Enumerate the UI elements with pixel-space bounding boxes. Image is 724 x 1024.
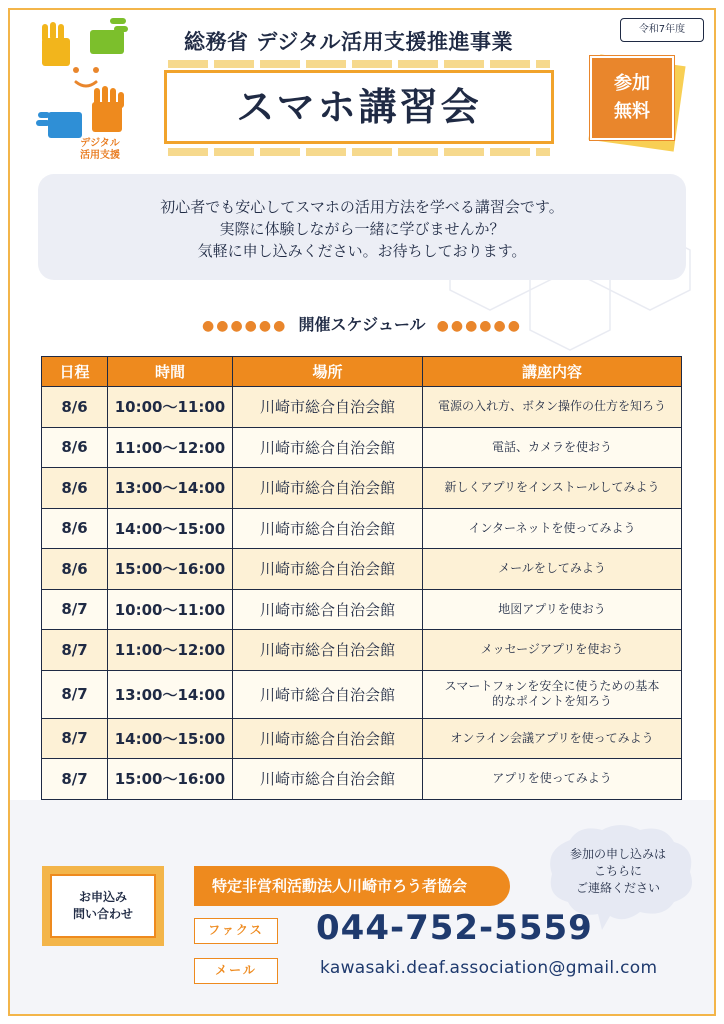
intro-line1: 初心者でも安心してスマホの活用方法を学べる講習会です。 <box>160 198 564 216</box>
column-header-date: 日程 <box>42 357 108 387</box>
logo-caption-line1: デジタル <box>80 138 120 149</box>
free-badge-line1: 参加 <box>614 73 650 94</box>
row-topic: メッセージアプリを使おう <box>423 630 682 671</box>
row-time: 14:00～15:00 <box>108 718 233 759</box>
row-time: 15:00～16:00 <box>108 759 233 800</box>
intro-line2: 実際に体験しながら一緒に学びませんか？ <box>219 220 505 238</box>
row-time: 13:00～14:00 <box>108 468 233 509</box>
column-header-place: 場所 <box>233 357 423 387</box>
row-topic: 地図アプリを使おう <box>423 589 682 630</box>
row-date: 8/7 <box>42 718 108 759</box>
intro-box <box>38 174 686 280</box>
row-place: 川崎市総合自治会館 <box>233 508 423 549</box>
row-topic-line1: スマートフォンを安全に使うための基本 <box>444 679 660 693</box>
row-date: 8/7 <box>42 759 108 800</box>
free-badge-line2: 無料 <box>614 101 650 122</box>
table-row <box>42 508 682 549</box>
bubble-line1: 参加の申し込みは <box>569 847 666 861</box>
row-date: 8/6 <box>42 387 108 428</box>
table-row <box>42 427 682 468</box>
column-header-topic: 講座内容 <box>423 357 682 387</box>
row-topic: オンライン会議アプリを使ってみよう <box>423 718 682 759</box>
table-row <box>42 670 682 718</box>
row-time: 13:00～14:00 <box>108 670 233 718</box>
column-header-time: 時間 <box>108 357 233 387</box>
table-row <box>42 549 682 590</box>
orange-hand-icon <box>92 86 124 132</box>
email-label: メール <box>194 958 278 984</box>
ministry-heading: 総務省 デジタル活用支援推進事業 <box>184 30 514 54</box>
row-time: 10:00～11:00 <box>108 387 233 428</box>
row-topic <box>423 670 682 718</box>
row-time: 11:00～12:00 <box>108 630 233 671</box>
row-date: 8/6 <box>42 427 108 468</box>
title-stripe-top <box>168 60 550 68</box>
blue-hand-icon <box>36 112 82 138</box>
row-date: 8/6 <box>42 549 108 590</box>
table-row <box>42 759 682 800</box>
row-place: 川崎市総合自治会館 <box>233 759 423 800</box>
yellow-hand-icon <box>42 22 70 66</box>
speech-bubble-text <box>548 846 688 897</box>
row-date: 8/7 <box>42 630 108 671</box>
organization-name: 特定非営利活動法人川崎市ろう者協会 <box>194 866 510 906</box>
page-title: スマホ講習会 <box>236 85 482 129</box>
apply-label <box>50 874 156 938</box>
table-header-row <box>42 357 682 387</box>
apply-line2: 問い合わせ <box>72 907 133 921</box>
table-row <box>42 468 682 509</box>
schedule-title: 開催スケジュール <box>298 315 426 334</box>
schedule-heading <box>0 312 724 335</box>
row-place: 川崎市総合自治会館 <box>233 718 423 759</box>
schedule-table <box>41 356 682 800</box>
green-hand-icon <box>90 18 128 54</box>
title-stripe-bottom <box>168 148 550 156</box>
row-place: 川崎市総合自治会館 <box>233 387 423 428</box>
row-topic: インターネットを使ってみよう <box>423 508 682 549</box>
row-place: 川崎市総合自治会館 <box>233 630 423 671</box>
row-place: 川崎市総合自治会館 <box>233 549 423 590</box>
intro-line3: 気軽に申し込みください。お待ちしております。 <box>197 242 527 260</box>
row-time: 15:00～16:00 <box>108 549 233 590</box>
table-row <box>42 718 682 759</box>
row-date: 8/6 <box>42 508 108 549</box>
row-time: 11:00～12:00 <box>108 427 233 468</box>
row-topic: メールをしてみよう <box>423 549 682 590</box>
row-time: 14:00～15:00 <box>108 508 233 549</box>
row-topic: 新しくアプリをインストールしてみよう <box>423 468 682 509</box>
table-row <box>42 589 682 630</box>
bubble-line3: ご連絡ください <box>575 881 660 895</box>
row-place: 川崎市総合自治会館 <box>233 468 423 509</box>
dots-left-icon: ●●●●●● <box>202 318 288 334</box>
row-date: 8/6 <box>42 468 108 509</box>
row-place: 川崎市総合自治会館 <box>233 427 423 468</box>
email-address[interactable]: kawasaki.deaf.association@gmail.com <box>320 958 658 978</box>
fax-number: 044-752-5559 <box>316 908 593 948</box>
row-topic: 電源の入れ方、ボタン操作の仕方を知ろう <box>423 387 682 428</box>
fax-label: ファクス <box>194 918 278 944</box>
bubble-line2: こちらに <box>593 864 642 878</box>
year-badge: 令和7年度 <box>620 18 704 42</box>
row-topic: アプリを使ってみよう <box>423 759 682 800</box>
dots-right-icon: ●●●●●● <box>436 318 522 334</box>
logo-caption <box>54 138 146 162</box>
free-badge <box>590 56 674 140</box>
table-row <box>42 387 682 428</box>
row-topic: 電話、カメラを使おう <box>423 427 682 468</box>
row-place: 川崎市総合自治会館 <box>233 589 423 630</box>
logo-caption-line2: 活用支援 <box>80 150 120 161</box>
row-time: 10:00～11:00 <box>108 589 233 630</box>
row-date: 8/7 <box>42 589 108 630</box>
apply-line1: お申込み <box>78 890 127 904</box>
smile-face-icon <box>73 67 99 86</box>
row-date: 8/7 <box>42 670 108 718</box>
row-topic-line2: 的なポイントを知ろう <box>491 694 612 708</box>
apply-box <box>42 866 164 946</box>
table-row <box>42 630 682 671</box>
row-place: 川崎市総合自治会館 <box>233 670 423 718</box>
